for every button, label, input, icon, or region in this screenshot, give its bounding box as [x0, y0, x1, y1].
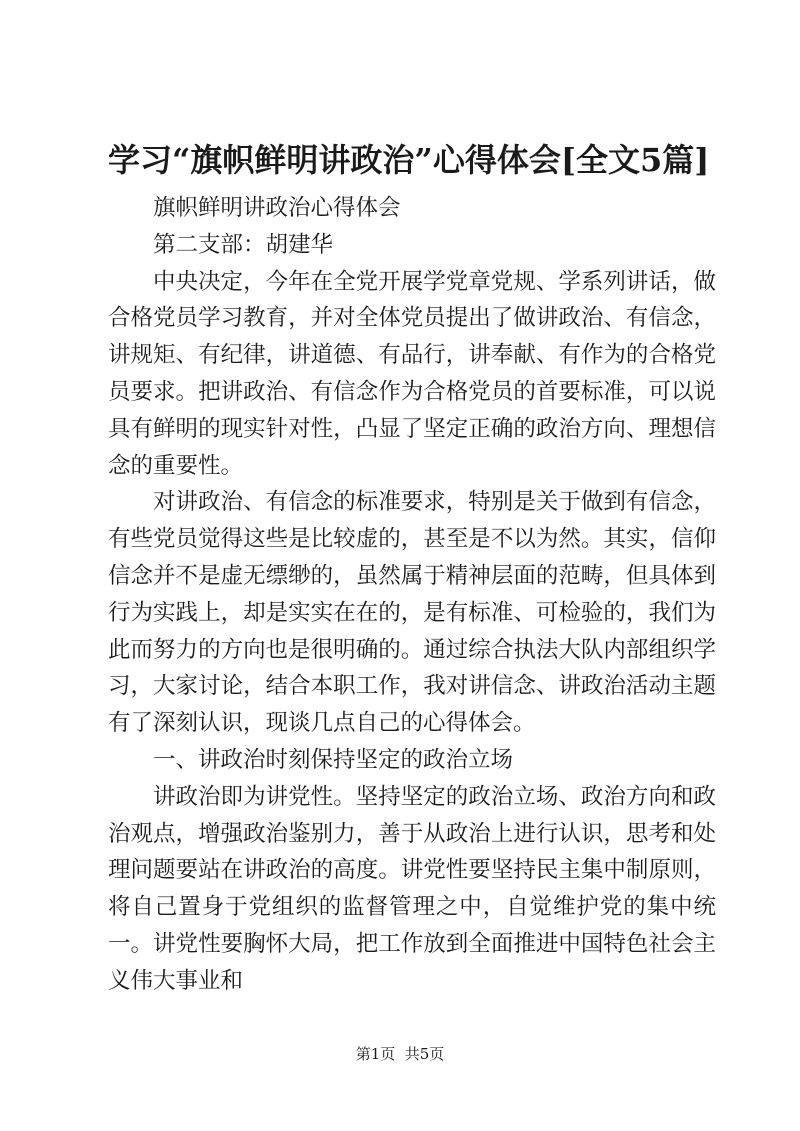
- body-paragraph: 中央决定，今年在全党开展学党章党规、学系列讲话，做合格党员学习教育，并对全体党员提出了做讲政治、有信念，讲规矩、有纪律，讲道德、有品行，讲奉献、有作为的合格党员要求。把讲政治、有信念作为合格党员的首要标准，可以说具有鲜明的现实针对性，凸显了坚定正确的政治方向、理想信念的重要性。: [108, 268, 716, 479]
- document-title: 学习“旗帜鲜明讲政治”心得体会[全文5篇]: [108, 141, 710, 179]
- section-heading: 一、讲政治时刻保持坚定的政治立场: [153, 746, 514, 773]
- body-paragraph: 对讲政治、有信念的标准要求，特别是关于做到有信念，有些党员觉得这些是比较虚的，甚至是不以为然。其实，信仰信念并不是虚无缥缈的，虽然属于精神层面的范畴，但具体到行为实践上，却是实实在在的，是有标准、可检验的，我们为此而努力的方向也是很明确的。通过综合执法大队内部组织学习，大家讨论，结合本职工作，我对讲信念、讲政治活动主题有了深刻认识，现谈几点自己的心得体会。: [108, 489, 716, 737]
- subtitle-paragraph: 旗帜鲜明讲政治心得体会: [153, 195, 401, 221]
- document-body: [108, 190, 716, 1000]
- page-footer: 第1页 共5页: [355, 1045, 445, 1063]
- author-paragraph: 第二支部：胡建华: [153, 231, 334, 258]
- body-paragraph: 讲政治即为讲党性。坚持坚定的政治立场、政治方向和政治观点，增强政治鉴别力，善于从政治上进行认识，思考和处理问题要站在讲政治的高度。讲党性要坚持民主集中制原则，将自己置身于党组织的监督管理之中，自觉维护党的集中统一。讲党性要胸怀大局，把工作放到全面推进中国特色社会主义伟大事业和: [108, 783, 716, 994]
